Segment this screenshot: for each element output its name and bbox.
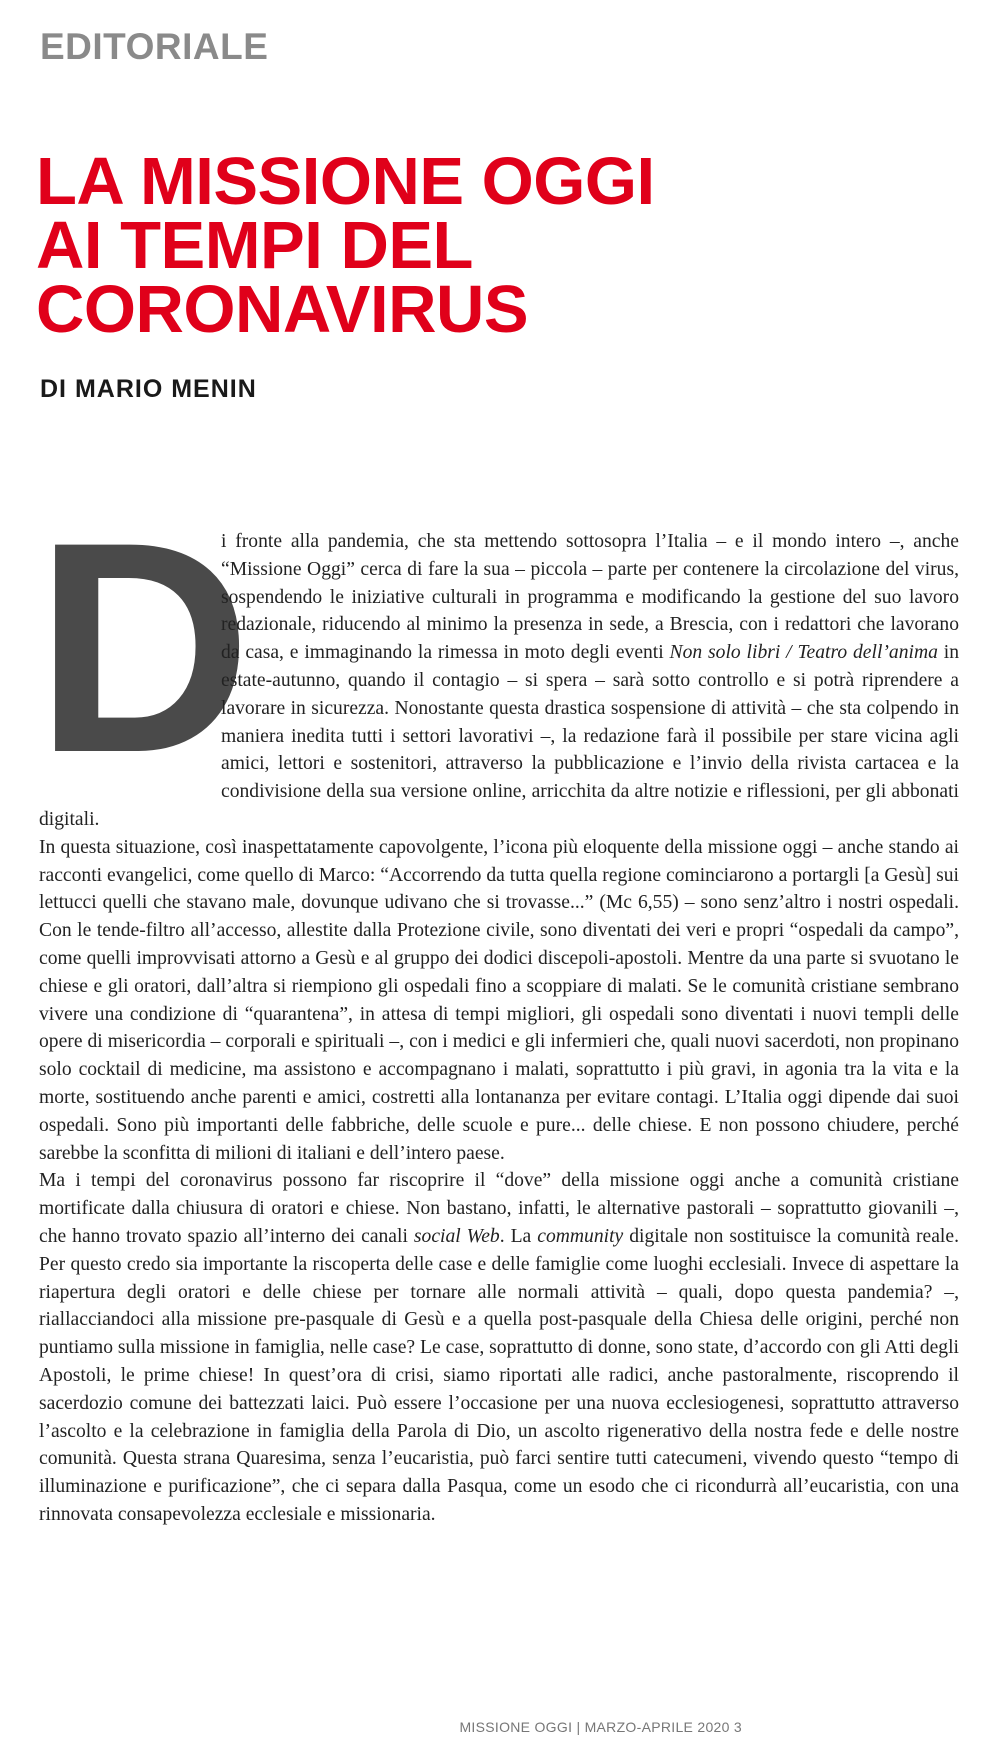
title-line: AI TEMPI DEL <box>36 208 473 283</box>
byline: DI MARIO MENIN <box>40 375 257 403</box>
paragraph <box>39 1167 959 1528</box>
article-title <box>36 144 936 347</box>
section-label: EDITORIALE <box>40 26 269 67</box>
paragraph-text: . La <box>499 1225 538 1247</box>
emphasis: community <box>537 1225 624 1247</box>
title-line: LA MISSIONE OGGI <box>36 144 655 219</box>
emphasis: social Web <box>413 1225 500 1247</box>
paragraph: In questa situazione, così inaspettatamente capovolgente, l’icona più eloquente della missione oggi – anche stando ai racconti evangelici, come quello di Marco: “Accorrendo da tutta quella regione cominciarono a portargli [a Gesù] sui lettucci quelli che stavano male, dovunque udivano che si trovasse...” (Mc 6,55) – sono senz’altro i nostri ospedali. Con le tende-filtro all’accesso, allestite dalla Protezione civile, sono diventati dei veri e propri “ospedali da campo”, come quelli improvvisati attorno a Gesù e al gruppo dei dodici discepoli-apostoli. Mentre da una parte si svuotano le chiese e gli oratori, dall’altra si riempiono gli ospedali fino a scoppiare di malati. Se le comunità cristiane sembrano vivere una condizione di “quarantena”, in attesa di tempi migliori, gli ospedali sono diventati i nuovi templi delle opere di misericordia – corporali e spirituali –, con i medici e gli infermieri che, quali nuovi sacerdoti, non propinano solo cocktail di medicine, ma assistono e accompagnano i malati, soprattutto i più gravi, in agonia tra la vita e la morte, sostituendo anche parenti e amici, costretti alla lontananza per evitare contagi. L’Italia oggi dipende dai suoi ospedali. Sono più importanti delle fabbriche, delle scuole e pure... delle chiese. E non possono chiudere, perché sarebbe la sconfitta di milioni di italiani e dell’intero paese. <box>39 836 959 1164</box>
paragraph-text: Ma i tempi del coronavirus possono far riscoprire il “dove” della missione oggi anche a comunità cristiane mortificate dalla chiusura di oratori e chiese. Non bastano, infatti, le alternative pastorali – soprattutto giovanili –, che hanno trovato spazio all’interno dei canali <box>39 1170 959 1247</box>
paragraph <box>35 479 959 834</box>
page-footer: MISSIONE OGGI | MARZO-APRILE 2020 3 <box>459 1719 742 1735</box>
paragraph-text: digitale non sostituisce la comunità reale. Per questo credo sia importante la riscoperta delle case e delle famiglie come luoghi ecclesiali. Invece di aspettare la riapertura degli oratori e delle chiese per tornare alle normali attività – quali, dopo questa pandemia? –, riallacciandoci alla missione pre-pasquale di Gesù e a quella post-pasquale della Chiesa delle origini, perché non puntiamo sulla missione in famiglia, nelle case? Le case, soprattutto di donne, sono state, d’accordo con gli Atti degli Apostoli, le prime chiese! In quest’ora di crisi, siamo riportati alle radici, anche pastoralmente, riscoprendo il sacerdozio comune dei battezzati laici. Può essere l’occasione per una nuova ecclesiogenesi, soprattutto attraverso l’ascolto e la celebrazione in famiglia della Parola di Dio, un ascolto rigenerativo della nostra fede e delle nostre comunità. Questa strana Quaresima, senza l’eucaristia, può farci sentire tutti catecumeni, vivendo questo “tempo di illuminazione e purificazione”, che ci separa dalla Pasqua, come un esodo che ci ricondurrà all’eucaristia, con una rinnovata consapevolezza ecclesiale e missionaria. <box>39 1225 959 1525</box>
event-title: Non solo libri / Teatro dell’anima <box>669 642 938 664</box>
paragraph-text: in estate-autunno, quando il contagio – si spera – sarà sotto controllo e si potrà riprendere a lavorare in sicurezza. Nonostante questa drastica sospensione di attività – che sta colpendo in maniera inedita tutti i settori lavorativi –, la redazione farà il possibile per stare vicina agli amici, lettori e sostenitori, attraverso la pubblicazione e l’invio della rivista cartacea e la condivisione della sua versione online, arricchita da altre notizie e riflessioni, per gli abbonati digitali. <box>39 642 959 830</box>
title-line: CORONAVIRUS <box>36 272 529 347</box>
paragraph-text: i fronte alla pandemia, che sta mettendo sottosopra l’Italia – e il mondo intero –, anche “Missione Oggi” cerca di fare la sua – piccola – parte per contenere la circolazione del virus, sospendendo le iniziative culturali in programma e modificando la gestione del suo lavoro redazionale, riducendo al minimo la presenza in sede, a Brescia, con i redattori che lavorano da casa, e immaginando la rimessa in moto degli eventi <box>221 531 959 664</box>
article-body <box>35 479 959 1529</box>
drop-cap: D <box>35 479 252 815</box>
